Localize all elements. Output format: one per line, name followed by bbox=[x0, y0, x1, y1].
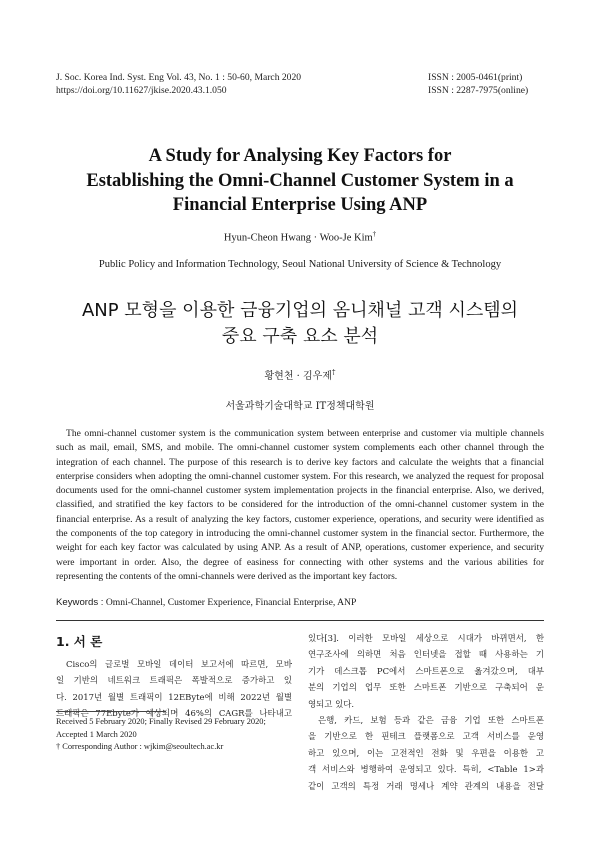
paper-title-korean bbox=[0, 298, 600, 350]
affiliation-korean: 서울과학기술대학교 IT정책대학원 bbox=[225, 401, 375, 412]
corresponding-mark: † bbox=[332, 368, 336, 377]
body-line: 분의 기업의 업무 또한 스마트폰 기반으로 구축되어 운 bbox=[308, 682, 544, 693]
issn-online: ISSN : 2287-7975(online) bbox=[428, 85, 529, 96]
title-line: 중요 구축 요소 분석 bbox=[221, 326, 379, 347]
authors-english bbox=[0, 230, 600, 244]
corresponding-mark: † bbox=[56, 742, 61, 751]
body-line: 은행, 카드, 보험 등과 같은 금융 기업 또한 스마트폰 bbox=[318, 714, 544, 725]
body-line: 연구조사에 의하면 처음 인터넷을 접할 때 사용하는 기 bbox=[308, 649, 544, 660]
title-line: Financial Enterprise Using ANP bbox=[172, 195, 428, 215]
title-line: ANP 모형을 이용한 금융기업의 옴니채널 고객 시스템의 bbox=[81, 300, 519, 321]
corresponding-mark: † bbox=[372, 230, 377, 238]
body-line: 기가 데스크톱 PC에서 스마트폰으로 옮겨갔으며, 대부 bbox=[308, 665, 544, 676]
body-column-right bbox=[308, 630, 544, 794]
footnotes bbox=[56, 716, 296, 754]
title-line: A Study for Analysing Key Factors for bbox=[148, 146, 452, 166]
title-line: Establishing the Omni-Channel Customer System in a bbox=[86, 170, 514, 191]
body-line: 을 기반으로 한 핀테크 플랫폼으로 고객 서비스를 운영 bbox=[308, 731, 544, 742]
section-heading: 1. 서 론 bbox=[56, 634, 103, 649]
keywords-label: Keywords : bbox=[56, 597, 104, 608]
author-names: 황현천 · 김우제 bbox=[264, 371, 332, 382]
footnote-divider bbox=[56, 711, 166, 712]
body-line: 다. 2017년 월별 트래픽이 12EByte에 비해 2022년 월별 bbox=[56, 691, 292, 702]
keywords bbox=[56, 597, 544, 608]
section-divider bbox=[56, 620, 544, 621]
accepted-date: Accepted 1 March 2020 bbox=[56, 729, 137, 739]
body-line: 객 서비스와 병행하여 운영되고 있다. 특히, <Table 1>과 bbox=[308, 764, 544, 775]
authors-korean bbox=[0, 367, 600, 382]
body-line: 있다[3]. 이러한 모바일 세상으로 시대가 바뀌면서, 한 bbox=[308, 633, 544, 643]
corresponding-author bbox=[56, 741, 296, 754]
affiliation-english: Public Policy and Information Technology, Seoul National University of Science & Technology bbox=[98, 259, 502, 270]
body-line: 영되고 있다. bbox=[308, 698, 355, 709]
body-line: 같이 고객의 특정 거래 명세나 계약 관계의 내용을 전달 bbox=[308, 780, 544, 791]
body-line: 일 기반의 네트워크 트래픽은 폭발적으로 증가하고 있 bbox=[56, 675, 292, 686]
author-names: Hyun-Cheon Hwang · Woo-Je Kim bbox=[223, 232, 373, 244]
corresponding-email[interactable]: Corresponding Author : wjkim@seoultech.ac.kr bbox=[62, 742, 224, 751]
abstract: The omni-channel customer system is the communication system between enterprise and customer via multiple channels such as mail, email, SMS, and mobile. The omni-channel customer system complements each other channel through the integration of each channel. The purpose of this research is to derive key factors and calculate the weights that a financial enterprise considers when adopting the omni-channel customer system. For this research, we analyzed the request for proposal documents used for the omni-channel customer system implementation projects in the financial enterprise. Also, we derived, classified, and stratified the key factors to be considered for the introduction of the omni-channel customer system in the financial enterprise. As a result of analyzing the key factors, customer experience, operations, and security were identified as the components of the top category in introducing the omni-channel customer system in the financial sector. Furthermore, the weight for each key factor was calculated by using ANP. As a result of ANP, operations, customer experience, and security were important in order. Also, the degree of easiness for connecting with other systems and the various abilities for representing the contents of the omni-channels were derived as the important key factors. bbox=[56, 428, 544, 582]
body-line: 하고 있으며, 이는 고전적인 전화 및 우편을 이용한 고 bbox=[308, 747, 544, 758]
body-line: 트래픽은 77Ebyte가 예상되며 46%의 CAGR를 나타내고 bbox=[56, 708, 292, 719]
body-line: Cisco의 글로벌 모바일 데이터 보고서에 따르면, 모바 bbox=[66, 659, 292, 669]
paper-title-english bbox=[0, 144, 600, 218]
doi-link[interactable]: https://doi.org/10.11627/jkise.2020.43.1.050 bbox=[56, 85, 227, 96]
journal-citation: J. Soc. Korea Ind. Syst. Eng Vol. 43, No. 1 : 50-60, March 2020 bbox=[56, 72, 302, 83]
issn-print: ISSN : 2005-0461(print) bbox=[428, 72, 523, 83]
keywords-list: Omni-Channel, Customer Experience, Financial Enterprise, ANP bbox=[105, 597, 357, 608]
received-date: Received 5 February 2020; Finally Revised 29 February 2020; bbox=[56, 717, 266, 726]
